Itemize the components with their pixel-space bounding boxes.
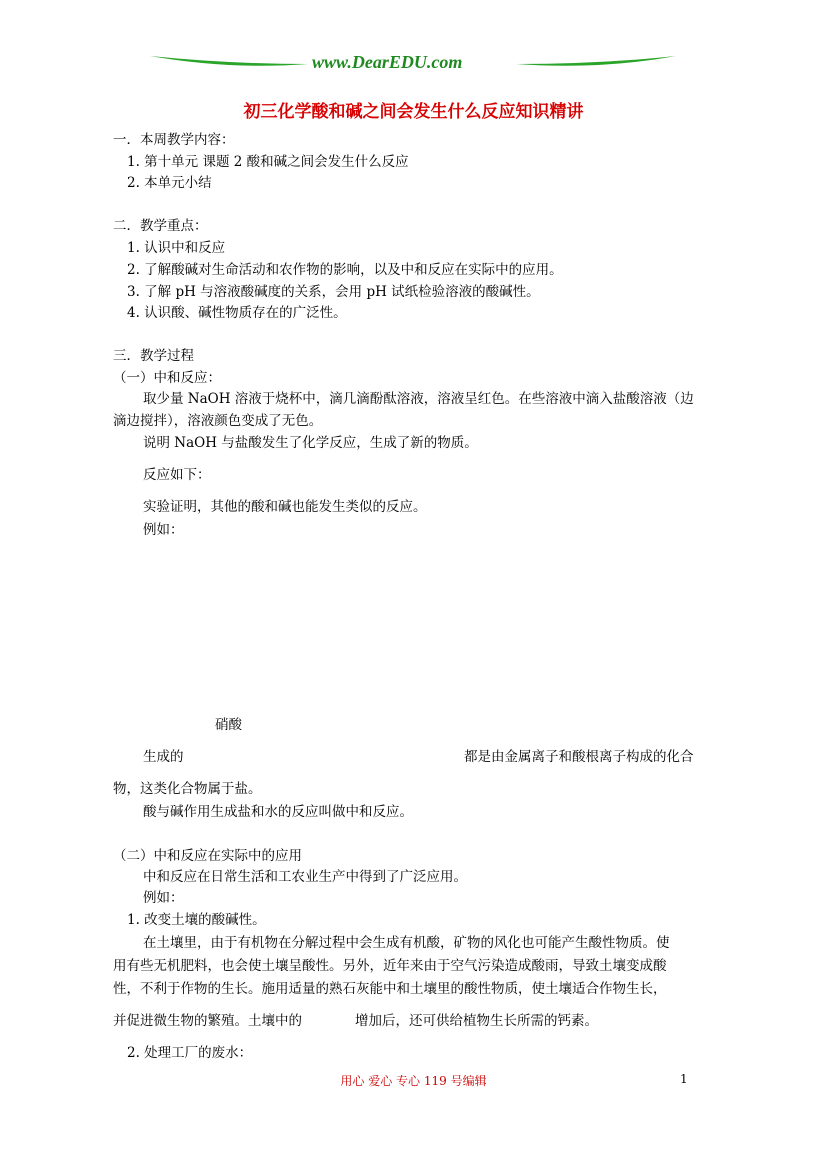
paragraph-soil-3: 性，不利于作物的生长。施用适量的熟石灰能中和土壤里的酸性物质，使土壤适合作物生长， xyxy=(113,981,667,997)
section-2-heading: 二．教学重点： xyxy=(113,218,208,234)
page-number: 1 xyxy=(680,1072,688,1086)
paragraph-example-label: 例如： xyxy=(143,522,184,538)
list-item-wastewater: 2. 处理工厂的废水： xyxy=(127,1045,253,1061)
label-nitric-acid: 硝酸 xyxy=(215,717,242,733)
paragraph-conclusion: 说明 NaOH 与盐酸发生了化学反应，生成了新的物质。 xyxy=(143,435,478,451)
s2-item-4: 4. 认识酸、碱性物质存在的广泛性。 xyxy=(127,305,347,321)
footer-text: 用心 爱心 专心 119 号编辑 xyxy=(340,1074,487,1088)
paragraph-salt-a: 生成的 xyxy=(143,749,184,765)
paragraph-salt-c: 物，这类化合物属于盐。 xyxy=(113,781,262,797)
paragraph-neutralization-definition: 酸与碱作用生成盐和水的反应叫做中和反应。 xyxy=(143,804,413,820)
paragraph-salt-b: 都是由金属离子和酸根离子构成的化合 xyxy=(464,749,694,765)
paragraph-soil-1: 在土壤里，由于有机物在分解过程中会生成有机酸，矿物的风化也可能产生酸性物质。使 xyxy=(143,935,670,951)
paragraph-example-label-2: 例如： xyxy=(143,890,184,906)
paragraph-soil-4a: 并促进微生物的繁殖。土壤中的 xyxy=(113,1013,302,1029)
paragraph-experiment-1: 取少量 NaOH 溶液于烧杯中，滴几滴酚酞溶液，溶液呈红色。在些溶液中滴入盐酸溶液（边 xyxy=(143,391,694,407)
paragraph-applications: 中和反应在日常生活和工农业生产中得到了广泛应用。 xyxy=(143,869,467,885)
paragraph-other-acids: 实验证明，其他的酸和碱也能发生类似的反应。 xyxy=(143,499,427,515)
list-item-soil: 1. 改变土壤的酸碱性。 xyxy=(127,912,266,928)
section-3-heading: 三．教学过程 xyxy=(113,348,194,364)
subsection-1-heading: （一）中和反应： xyxy=(113,370,221,386)
page-title: 初三化学酸和碱之间会发生什么反应知识精讲 xyxy=(243,102,584,122)
s1-item-1: 1. 第十单元 课题 2 酸和碱之间会发生什么反应 xyxy=(127,154,409,170)
header-logo-text[interactable]: www.DearEDU.com xyxy=(312,52,463,72)
paragraph-experiment-2: 滴边搅拌），溶液颜色变成了无色。 xyxy=(113,413,323,429)
paragraph-soil-2: 用有些无机肥料，也会使土壤呈酸性。另外，近年来由于空气污染造成酸雨，导致土壤变成酸 xyxy=(113,958,667,974)
paragraph-soil-4b: 增加后，还可供给植物生长所需的钙素。 xyxy=(355,1013,598,1029)
subsection-2-heading: （二）中和反应在实际中的应用 xyxy=(113,848,302,864)
section-1-heading: 一．本周教学内容： xyxy=(113,132,235,148)
s2-item-2: 2. 了解酸碱对生命活动和农作物的影响，以及中和反应在实际中的应用。 xyxy=(127,262,563,278)
s2-item-3: 3. 了解 pH 与溶液酸碱度的关系，会用 pH 试纸检验溶液的酸碱性。 xyxy=(127,284,540,300)
paragraph-reaction: 反应如下： xyxy=(143,467,211,483)
s1-item-2: 2. 本单元小结 xyxy=(127,175,212,191)
s2-item-1: 1. 认识中和反应 xyxy=(127,240,226,256)
